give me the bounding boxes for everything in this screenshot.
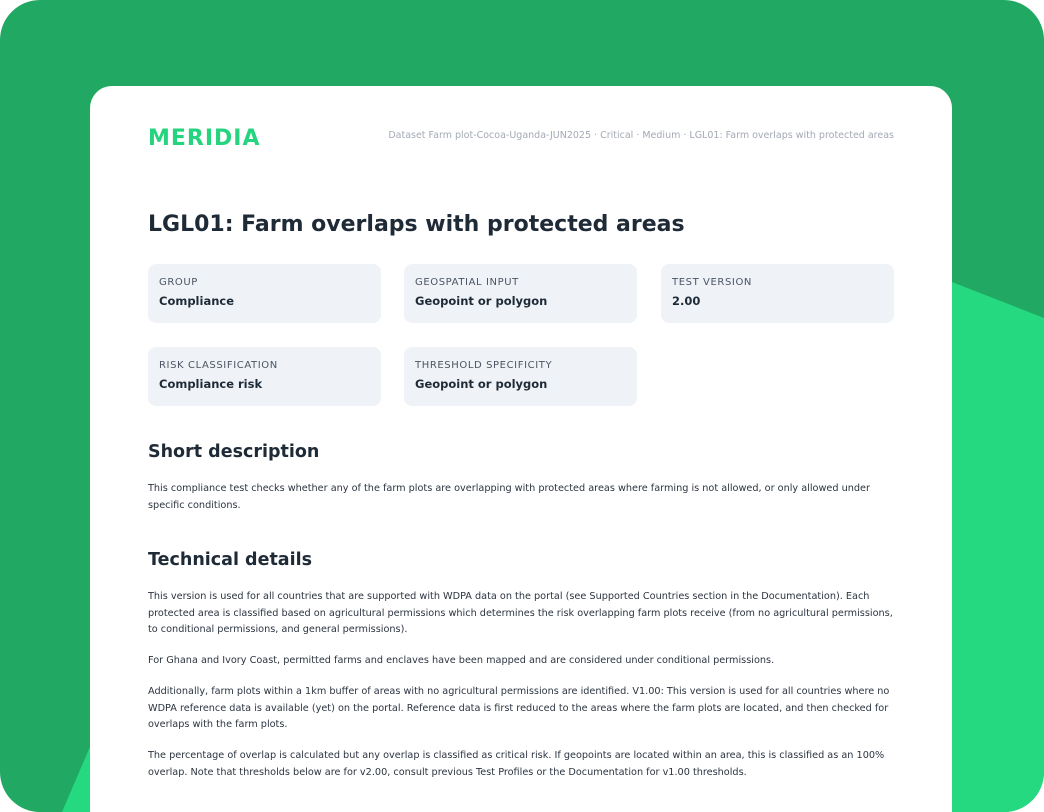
- breadcrumb: Dataset Farm plot-Cocoa-Uganda-JUN2025 · Critical · Medium · LGL01: Farm overlaps with protected areas: [388, 130, 894, 141]
- page-title: LGL01: Farm overlaps with protected areas: [148, 212, 685, 237]
- short-description-text: This compliance test checks whether any of the farm plots are overlapping with protected areas where farming is not allowed, or only allowed under specific conditions.: [148, 483, 870, 511]
- technical-paragraph: This version is used for all countries that are supported with WDPA data on the portal (see Supported Countries section in the Documentation). Each protected area is classified based on agricultural permissions which determines the risk overlapping farm plots receive (from no agricultural permissions, to conditional permissions, and general permissions).: [148, 591, 893, 635]
- technical-details-heading: Technical details: [148, 550, 313, 570]
- field-label: TEST VERSION: [672, 277, 753, 288]
- field-value: 2.00: [672, 294, 701, 308]
- field-label: GEOSPATIAL INPUT: [415, 277, 519, 288]
- field-geospatial-input: [404, 264, 637, 323]
- test-profile-card: [90, 86, 952, 812]
- technical-paragraph: For Ghana and Ivory Coast, permitted farms and enclaves have been mapped and are considered under conditional permissions.: [148, 655, 775, 666]
- short-description-heading: Short description: [148, 442, 320, 462]
- field-risk-classification: [148, 347, 381, 406]
- technical-paragraph: The percentage of overlap is calculated but any overlap is classified as critical risk. If geopoints are located within an area, this is classified as an 100% overlap. Note that thresholds below are for v2.00, consult previous Test Profiles or the Documentation for v1.00 thresholds.: [148, 750, 885, 778]
- field-value: Compliance risk: [159, 377, 263, 391]
- meridia-logo: MERIDIA: [148, 126, 261, 151]
- field-label: THRESHOLD SPECIFICITY: [415, 360, 553, 371]
- field-group: [148, 264, 381, 323]
- technical-paragraph: Additionally, farm plots within a 1km buffer of areas with no agricultural permissions are identified. V1.00: This version is used for all countries where no WDPA reference data is available (yet) on the portal. Reference data is first reduced to the areas where the farm plots are located, and then checked for overlaps with the farm plots.: [148, 686, 890, 730]
- field-value: Geopoint or polygon: [415, 294, 548, 308]
- field-value: Geopoint or polygon: [415, 377, 548, 391]
- field-label: RISK CLASSIFICATION: [159, 360, 278, 371]
- field-threshold-specificity: [404, 347, 637, 406]
- field-value: Compliance: [159, 294, 235, 308]
- field-label: GROUP: [159, 277, 198, 288]
- field-test-version: [661, 264, 894, 323]
